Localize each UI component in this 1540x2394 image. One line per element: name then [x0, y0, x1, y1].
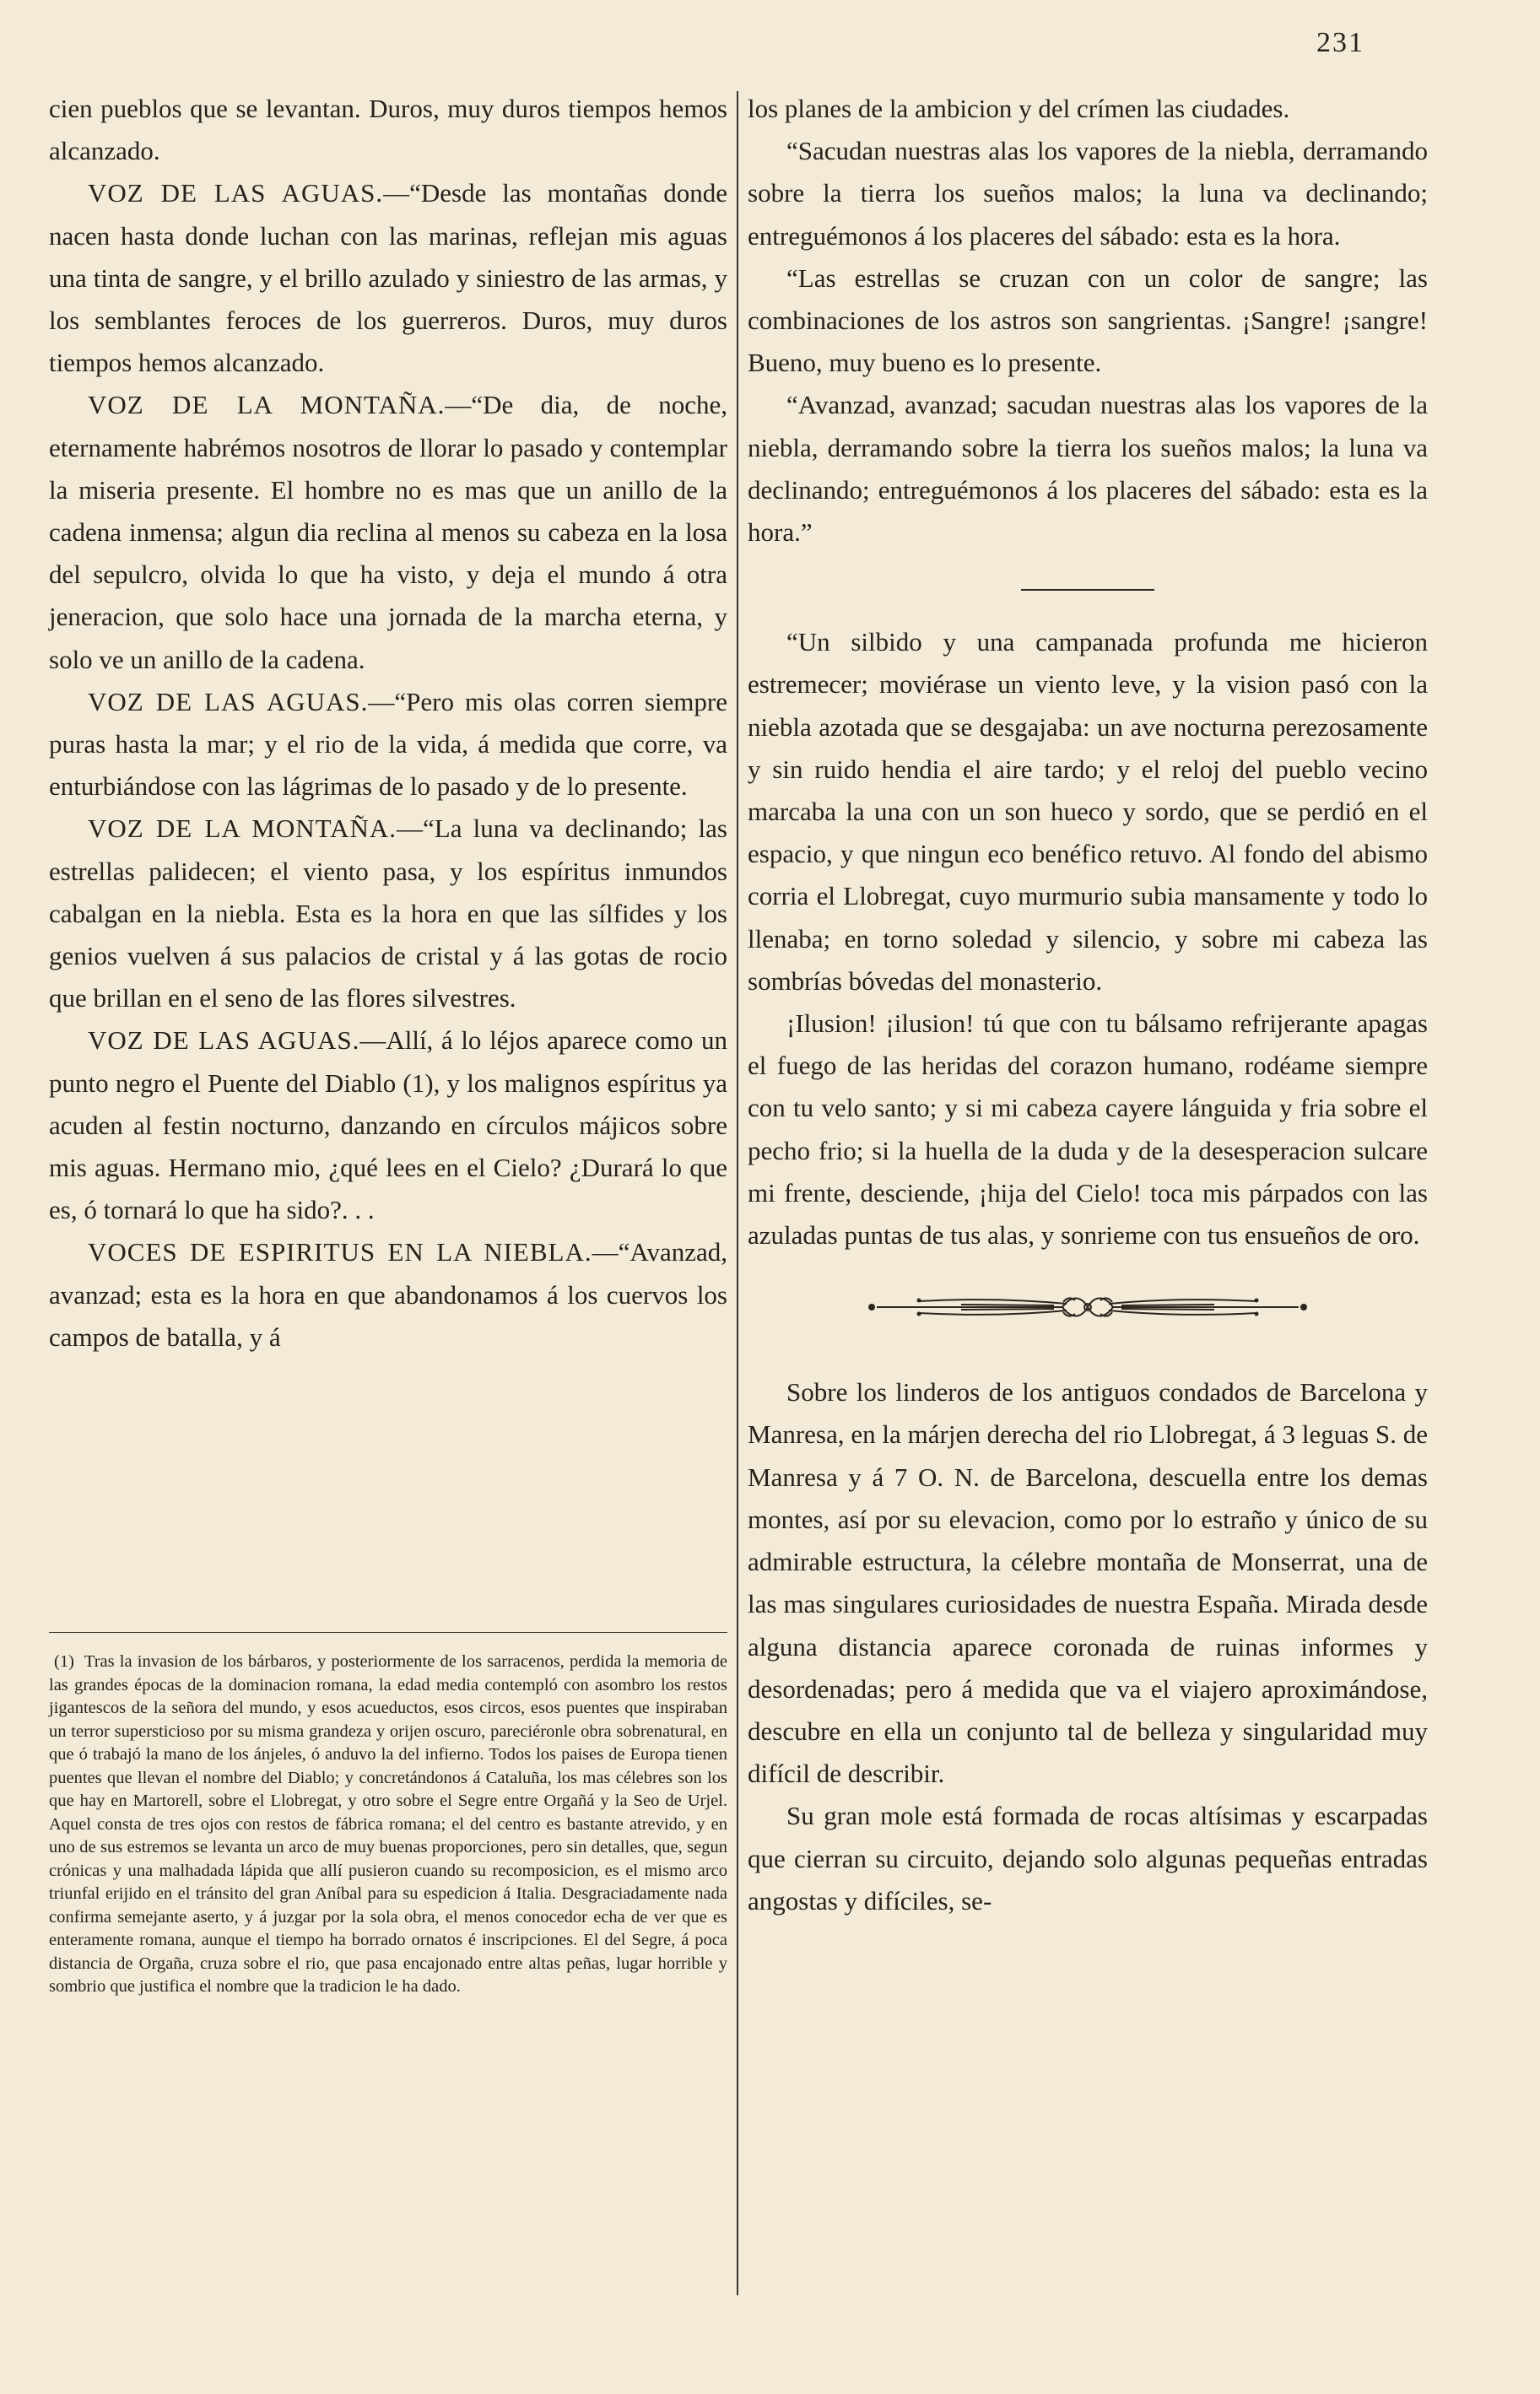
speaker-label: VOZ DE LA MONTAÑA. — [88, 390, 446, 420]
paragraph-text: Su gran mole está formada de rocas altísimas y escarpadas que cierran su circuito, dejando solo algunas pequeñas entradas angostas y difíciles, se- — [748, 1801, 1428, 1916]
footnote-paragraph — [49, 1651, 727, 1999]
speaker-label: VOZ DE LAS AGUAS. — [88, 686, 369, 716]
paragraph-text: “Las estrellas se cruzan con un color de sangre; las combinaciones de los astros son sangrientas. ¡Sangre! ¡sangre! Bueno, muy bueno es lo presente. — [748, 262, 1428, 378]
paragraph — [49, 808, 727, 1019]
right-column-bottom-section — [748, 1371, 1428, 1922]
paragraph — [49, 88, 727, 172]
paragraph — [49, 681, 727, 808]
paragraph — [748, 1002, 1428, 1256]
paragraph-text: los planes de la ambicion y del crímen las ciudades. — [748, 94, 1290, 123]
speaker-label: VOCES DE ESPIRITUS EN LA NIEBLA. — [88, 1237, 592, 1267]
paragraph — [748, 130, 1428, 257]
paragraph — [748, 88, 1428, 130]
section-break-rule — [1021, 589, 1154, 591]
paragraph — [748, 621, 1428, 1002]
right-column — [748, 88, 1428, 1922]
paragraph — [748, 257, 1428, 385]
paragraph-text: —“Desde las montañas donde nacen hasta donde luchan con las marinas, reflejan mis aguas una tinta de sangre, y el brillo azulado y siniestro de las armas, y los semblantes feroces de los guerreros. Duros, muy duros tiempos hemos alcanzado. — [49, 178, 727, 378]
page-number: 231 — [1316, 27, 1364, 58]
paragraph-text: —“Pero mis olas corren siempre puras hasta la mar; y el rio de la vida, á medida que corre, va enturbiándose con las lágrimas de lo pasado y de lo presente. — [49, 686, 727, 802]
paragraph-text: cien pueblos que se levantan. Duros, muy duros tiempos hemos alcanzado. — [49, 94, 727, 166]
footnote — [49, 1651, 727, 1999]
paragraph-text: —“De dia, de noche, eternamente habrémos nosotros de llorar lo pasado y contemplar la miseria presente. El hombre no es mas que un anillo de la cadena inmensa; algun dia reclina al menos su cabeza en la losa del sepulcro, olvida lo que ha visto, y deja el mundo á otra jeneracion, que solo hace una jornada de la marcha eterna, y solo ve un anillo de la cadena. — [49, 390, 727, 674]
paragraph-text: —“La luna va declinando; las estrellas palidecen; el viento pasa, y los espíritus inmundos cabalgan en la niebla. Esta es la hora en que las sílfides y los genios vuelven á sus palacios de cristal y á las gotas de rocio que brillan en el seno de las flores silvestres. — [49, 813, 727, 1013]
right-column-top-section — [748, 88, 1428, 554]
paragraph-text: Sobre los linderos de los antiguos condados de Barcelona y Manresa, en la márjen derecha del rio Llobregat, á 3 leguas S. de Manresa y á 7 O. N. de Barcelona, descuella entre los demas montes, así por su elevacion, como por lo estraño y único de su admirable estructura, la célebre montaña de Monserrat, una de las mas singulares curiosidades de nuestra España. Mirada desde alguna distancia aparece coronada de ruinas informes y desordenadas; pero á medida que va el viajero aproximándose, descubre en ella un conjunto tal de belleza y singularidad muy difícil de describir. — [748, 1377, 1428, 1789]
left-column — [49, 88, 727, 1359]
paragraph — [49, 1231, 727, 1359]
speaker-label: VOZ DE LAS AGUAS. — [88, 1025, 360, 1056]
paragraph — [49, 172, 727, 384]
paragraph-text: ¡Ilusion! ¡ilusion! tú que con tu bálsamo refrijerante apagas el fuego de las heridas del corazon humano, rodéame siempre con tu velo santo; y si mi cabeza cayere lánguida y fria sobre el pecho frio; si la huella de la duda y de la desesperacion sulcare mi frente, desciende, ¡hija del Cielo! toca mis párpados con las azuladas puntas de tus alas, y sonrieme con tus ensueños de oro. — [748, 1008, 1428, 1251]
paragraph — [748, 1795, 1428, 1922]
paragraph-text: —“Avanzad, avanzad; esta es la hora en que abandonamos á los cuervos los campos de batalla, y á — [49, 1237, 727, 1352]
footnote-rule — [49, 1632, 727, 1633]
paragraph — [49, 1019, 727, 1231]
speaker-label: VOZ DE LA MONTAÑA. — [88, 813, 397, 844]
fleuron-scroll-ornament-icon — [860, 1290, 1316, 1324]
paragraph-text: “Avanzad, avanzad; sacudan nuestras alas los vapores de la niebla, derramando sobre la tierra los sueños malos; la luna va declinando; entreguémonos á los placeres del sábado: esta es la hora.” — [748, 390, 1428, 548]
paragraph-text: —Allí, á lo léjos aparece como un punto negro el Puente del Diablo (1), y los malignos espíritus ya acuden al festin nocturno, danzando en círculos májicos sobre mis aguas. Hermano mio, ¿qué lees en el Cielo? ¿Durará lo que es, ó tornará lo que ha sido?. . . — [49, 1025, 727, 1225]
paragraph — [49, 384, 727, 680]
paragraph — [748, 384, 1428, 554]
right-column-middle-section — [748, 621, 1428, 1256]
footnote-text: Tras la invasion de los bárbaros, y posteriormente de los sarracenos, perdida la memoria de las grandes épocas de la dominacion romana, la edad media contempló con asombro los restos jigantescos de la señora del mundo, y esos acueductos, esos circos, esos puentes que inspiraban un terror supersticioso por su misma grandeza y orijen oscuro, pareciéronle obra sobrenatural, en que ó trabajó la mano de los ánjeles, ó anduvo la del infierno. Todos los paises de Europa tienen puentes que llevan el nombre del Diablo; y concretándonos á Cataluña, los mas célebres son los que hay en Martorell, sobre el Llobregat, y otro sobre el Segre entre Orgañá y la Seo de Urjel. Aquel consta de tres ojos con restos de fábrica romana; el del centro es bastante atrevido, y en uno de sus estremos se levanta un arco de muy buenas proporciones, pero sin detalles, que, segun crónicas y una malhadada lápida que allí pusieron cuando su recomposicion, es el mismo arco triunfal erijido en el tránsito del gran Aníbal para su espedicion á Italia. Desgraciadamente nada confirma semejante aserto, y á juzgar por la sola obra, el menos conocedor echa de ver que es enteramente romana, aunque el tiempo ha borrado ornatos é inscripciones. El del Segre, á poca distancia de Orgaña, cruza sobre el rio, que pasa encajonado entre altas peñas, lugar horrible y sombrio que justifica el nombre que la tradicion le ha dado. — [49, 1652, 727, 1996]
footnote-marker: (1) — [54, 1652, 74, 1671]
column-divider — [737, 91, 738, 2295]
paragraph-text: “Un silbido y una campanada profunda me hicieron estremecer; moviérase un viento leve, y la vision pasó con la niebla azotada que se desgajaba: un ave nocturna perezosamente y sin ruido hendia el aire tardo; y el reloj del pueblo vecino marcaba la una con un son hueco y sordo, que se perdió en el espacio, y que ningun eco benéfico retuvo. Al fondo del abismo corria el Llobregat, cuyo murmurio subia mansamente y todo lo llenaba; en torno soledad y silencio, y sobre mi cabeza las sombrías bóvedas del monasterio. — [748, 627, 1428, 996]
paragraph — [748, 1371, 1428, 1795]
speaker-label: VOZ DE LAS AGUAS. — [88, 178, 384, 208]
paragraph-text: “Sacudan nuestras alas los vapores de la niebla, derramando sobre la tierra los sueños malos; la luna va declinando; entreguémonos á los placeres del sábado: esta es la hora. — [748, 136, 1428, 251]
